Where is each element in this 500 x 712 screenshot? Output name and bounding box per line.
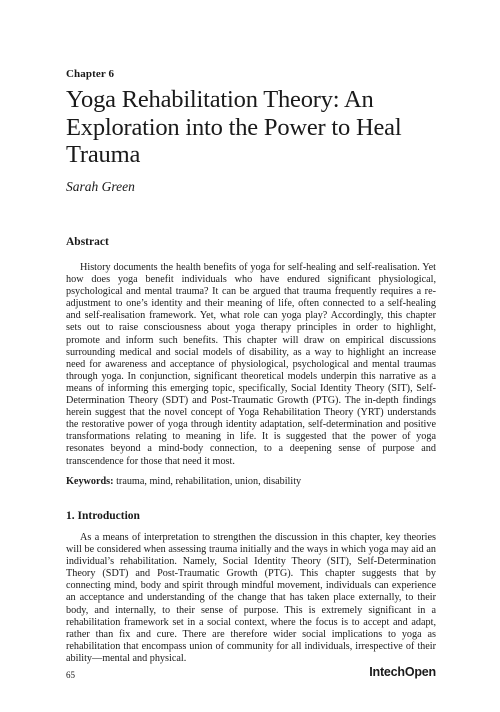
keywords-line <box>66 476 436 487</box>
abstract-heading: Abstract <box>66 236 109 248</box>
chapter-title: Yoga Rehabilitation Theory: An Exploration into the Power to Heal Trauma <box>66 86 402 168</box>
introduction-text: As a means of interpretation to strengthen the discussion in this chapter, key theories will be considered when assessing trauma initially and the ways in which yoga may aid an individual’s rehabilitation. Namely, Social Identity Theory (SIT), Self-Determination Theory (SDT) and Post-Traumatic Growth (PTG). This chapter suggests that by connecting mind, body and spirit through mindful movement, individuals can experience an acceptance and understanding of the change that has taken place externally, to their body, and internally, to their sense of purpose. This is extremely significant in a rehabilitation framework set in a social context, where the focus is to accept and adapt, rather than fix and cure. There are therefore wider social implications to yoga as rehabilitation that encompass union of community for all individuals, irrespective of their ability—mental and physical. <box>66 532 436 664</box>
author-name: Sarah Green <box>66 179 135 194</box>
keywords-list: trauma, mind, rehabilitation, union, disability <box>116 476 302 487</box>
page-number: 65 <box>66 670 75 680</box>
introduction-heading: 1. Introduction <box>66 510 140 522</box>
publisher-logo: IntechOpen <box>369 665 436 679</box>
chapter-label: Chapter 6 <box>66 68 115 80</box>
keywords-label: Keywords: <box>66 476 114 487</box>
abstract-text: History documents the health benefits of yoga for self-healing and self-realisation. Yet how does yoga benefit individuals who have endured significant physiological, psychological and mental trauma? It can be argued that trauma frequently requires a re-adjustment to one’s identity and their meaning of life, often connected to a self-healing and self-realisation framework. Yet, what role can yoga play? Accordingly, this chapter sets out to raise consciousness about yoga therapy principles in order to highlight, promote and inform such benefits. This chapter will draw on empirical discussions surrounding medical and social models of disability, as a way to highlight an increase need for awareness and acceptance of physiological, psychological and mental traumas through yoga. In conjunction, significant theoretical models underpin this narrative as a means of informing this emerging topic, specifically, Social Identity Theory (SIT), Self-Determination Theory (SDT) and Post-Traumatic Growth (PTG). The in-depth findings herein suggest that the novel concept of Yoga Rehabilitation Theory (YRT) understands the restorative power of yoga through identity adaptation, self-determination and positive transformations relating to meaning in life. It is suggested that the power of yoga resonates beyond a mind-body connection, to a deepening sense of purpose and transcendence for those that need it most. <box>66 262 436 467</box>
